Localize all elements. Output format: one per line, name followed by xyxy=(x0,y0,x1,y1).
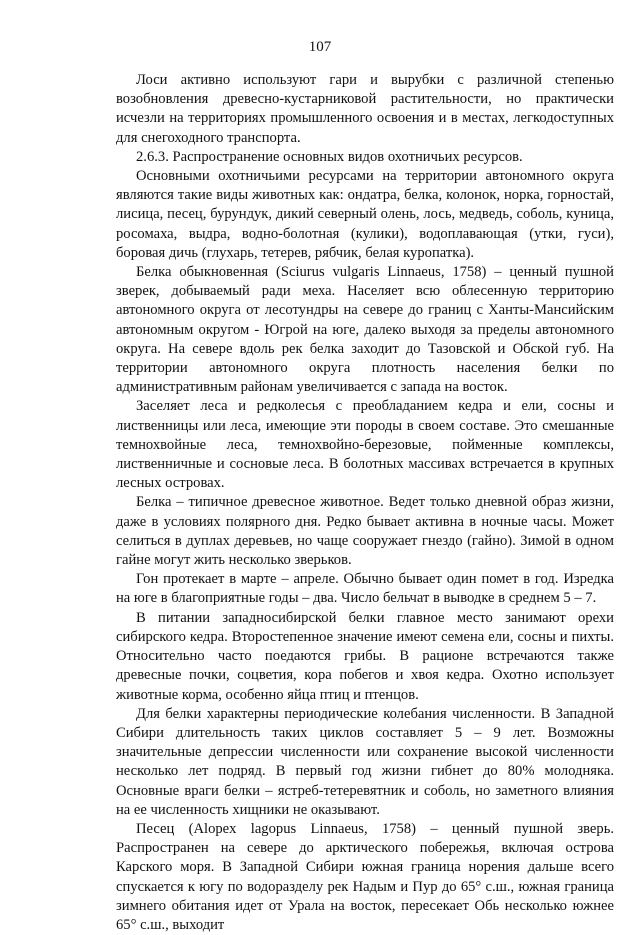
paragraph-squirrel-range: Белка обыкновенная (Sciurus vulgaris Linnaeus, 1758) – ценный пушной зверек, добываемый ради меха. Населяет всю облесенную территорию автономного округа от лесотундры на севере до границ с Ханты-Мансийским автономным округом - Югрой на юге, далеко выходя за пределы автономного округа. На севере вдоль рек белка заходит до Тазовской и Обской губ. На территории автономного округа плотность населения белки по административным районам увеличивается с запада на восток. xyxy=(116,264,614,396)
paragraph-squirrel-behavior: Белка – типичное древесное животное. Ведет только дневной образ жизни, даже в условиях полярного дня. Редко бывает активна в ночные часы. Может селиться в дуплах деревьев, но чаще сооружает гнездо (гайно). Зимой в одном гайне могут жить несколько зверьков. xyxy=(116,494,614,569)
paragraph-squirrel-breeding: Гон протекает в марте – апреле. Обычно бывает один помет в год. Изредка на юге в благоприятные годы – два. Число бельчат в выводке в среднем 5 – 7. xyxy=(116,571,614,607)
paragraph-squirrel-population: Для белки характерны периодические колебания численности. В Западной Сибири длительность таких циклов составляет 5 – 9 лет. Возможны значительные депрессии численности или сохранение высокой численности несколько лет подряд. В первый год жизни гибнет до 80% молодняка. Основные враги белки – ястреб-тетеревятник и соболь, но заметного влияния на ее численность хищники не оказывают. xyxy=(116,705,614,818)
paragraph-squirrel-diet: В питании западносибирской белки главное место занимают орехи сибирского кедра. Второстепенное значение имеют семена ели, сосны и пихты. Относительно часто поедаются грибы. В рационе встречаются также древесные почки, соцветия, кора побегов и хвоя кедра. Охотно использует животные корма, особенно яйца птиц и птенцов. xyxy=(116,609,614,703)
paragraph-squirrel-habitat: Заселяет леса и редколесья с преобладанием кедра и ели, сосны и лиственницы или леса, имеющие эти породы в своем составе. Это смешанные темнохвойные леса, темнохвойно-березовые, пойменные комплексы, лиственничные и сосновые леса. В болотных массивах встречается в крупных лесных островах. xyxy=(116,398,614,492)
section-heading: 2.6.3. Распространение основных видов охотничьих ресурсов. xyxy=(136,148,523,165)
paragraph-main-species: Основными охотничьими ресурсами на территории автономного округа являются такие виды животных как: ондатра, белка, колонок, норка, горностай, лисица, песец, бурундук, дикий северный олень, лось, медведь, соболь, куница, росомаха, выдра, водно-болотная (кулики), водоплавающая (утки, гуси), боровая дичь (глухарь, тетерев, рябчик, белая куропатка). xyxy=(116,168,614,261)
paragraph-arctic-fox: Песец (Alopex lagopus Linnaeus, 1758) – ценный пушной зверь. Распространен на севере до арктического побережья, включая острова Карского моря. В Западной Сибири южная граница норения дальше всего спускается к югу по водоразделу рек Надым и Пур до 65° с.ш., южная граница зимнего обитания идет от Урала на восток, пересекает Обь несколько южнее 65° с.ш., выходит xyxy=(116,820,614,933)
document-body xyxy=(116,71,614,935)
page-number: 107 xyxy=(308,39,332,55)
paragraph-moose: Лоси активно используют гари и вырубки с различной степенью возобновления древесно-кустарниковой растительности, но практически исчезли на территориях промышленного освоения и в местах, легкодоступных для снегоходного транспорта. xyxy=(116,72,614,146)
